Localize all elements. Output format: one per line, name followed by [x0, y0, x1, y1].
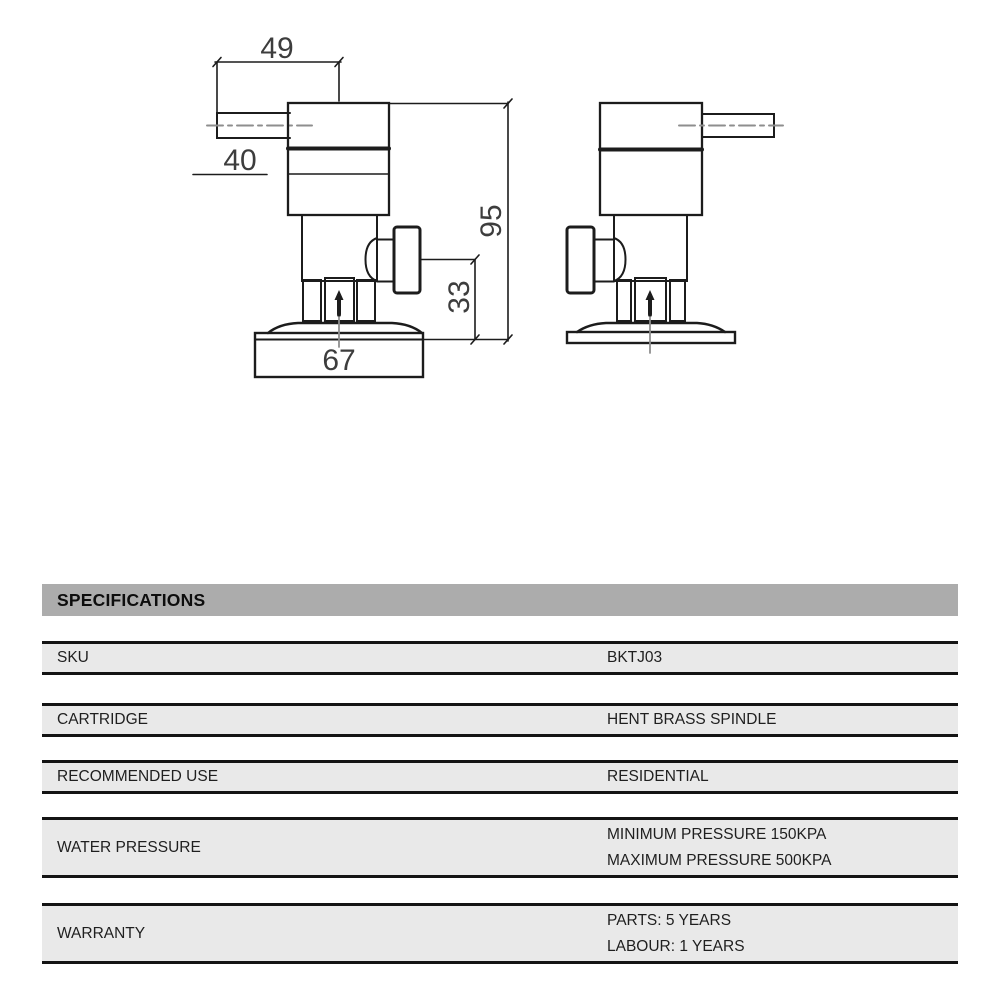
- body-outline: [288, 103, 389, 215]
- spec-value-recommended-use: [607, 763, 958, 791]
- specifications-header: [42, 584, 958, 616]
- spec-value-line: BKTJ03: [607, 649, 663, 666]
- stem-outline: [614, 215, 687, 281]
- spec-value-line: PARTS: 5 YEARS: [607, 911, 732, 929]
- spec-value-line: RESIDENTIAL: [607, 768, 709, 785]
- spec-row-recommended-use: [42, 760, 958, 794]
- spec-value-line: LABOUR: 1 YEARS: [607, 937, 745, 955]
- spec-row-warranty: [42, 903, 958, 964]
- spec-value-line: MAXIMUM PRESSURE 500KPA: [607, 851, 832, 869]
- dim-33: [420, 255, 479, 344]
- spec-value-water-pressure: [607, 820, 958, 875]
- base-rim: [567, 332, 735, 343]
- collar-right: [357, 280, 375, 321]
- spec-label-warranty: WARRANTY: [57, 924, 146, 942]
- collar-left: [303, 280, 321, 321]
- spec-label-cartridge: CARTRIDGE: [57, 711, 149, 728]
- dim-67: [322, 344, 355, 377]
- spec-value-sku: [607, 644, 958, 672]
- dim-33-label: 33: [443, 280, 476, 314]
- body-outline: [600, 103, 702, 215]
- handle-bump: [614, 238, 626, 281]
- specifications-title: SPECIFICATIONS: [57, 589, 206, 610]
- dim-67-label: 67: [322, 344, 356, 377]
- spec-row-sku: [42, 641, 958, 675]
- stem-outline: [302, 215, 377, 281]
- base-dome: [577, 323, 725, 332]
- right-figure: [567, 103, 783, 353]
- spec-row-cartridge: [42, 703, 958, 737]
- collar-left: [617, 280, 631, 321]
- dim-49-label: 49: [260, 32, 294, 65]
- spec-label-water-pressure: WATER PRESSURE: [57, 838, 201, 856]
- dim-40-label: 40: [223, 144, 257, 177]
- spec-value-line: MINIMUM PRESSURE 150KPA: [607, 825, 827, 843]
- handle-bump: [366, 238, 378, 281]
- keyhole-arrow: [335, 290, 344, 317]
- dim-40: [193, 144, 267, 177]
- base-dome: [268, 323, 422, 333]
- handle-knob: [394, 227, 420, 293]
- dimension-annotations: [193, 32, 512, 377]
- dim-95-label: 95: [475, 204, 508, 238]
- keyhole-arrow: [646, 290, 655, 317]
- spec-value-warranty: [607, 906, 958, 961]
- collar-right: [670, 280, 685, 321]
- handle-knob: [567, 227, 594, 293]
- dim-49: [213, 32, 343, 113]
- specifications-section: [42, 584, 958, 964]
- spec-label-recommended-use: RECOMMENDED USE: [57, 768, 219, 785]
- spec-value-line: HENT BRASS SPINDLE: [607, 711, 777, 728]
- spec-value-cartridge: [607, 706, 958, 734]
- spec-row-water-pressure: [42, 817, 958, 878]
- spec-label-sku: SKU: [57, 649, 89, 666]
